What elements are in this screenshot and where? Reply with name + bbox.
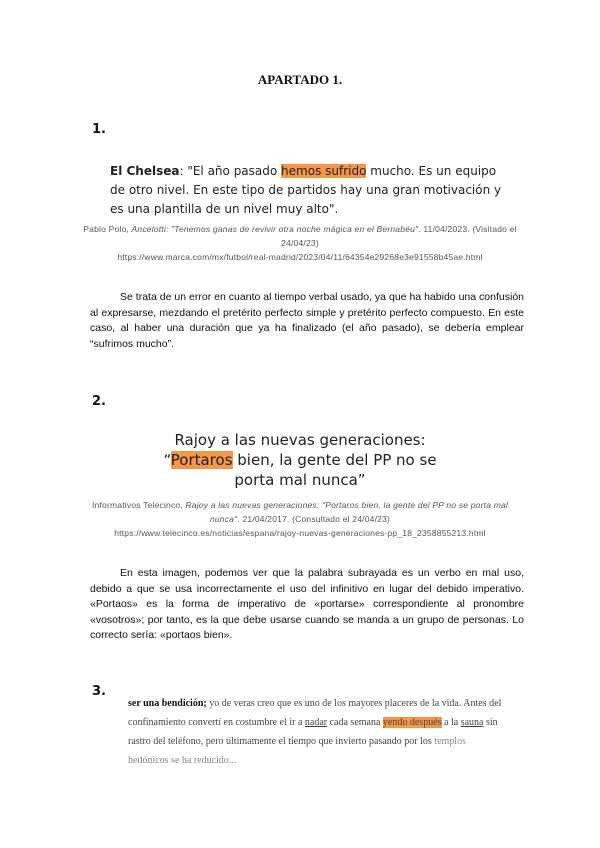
explanation-paragraph bbox=[90, 566, 524, 644]
source-author: Informativos Telecinco, bbox=[92, 500, 186, 510]
source-citation bbox=[78, 222, 522, 264]
source-author: Pablo Polo, bbox=[83, 224, 132, 234]
page-title: APARTADO 1. bbox=[257, 72, 343, 87]
quote-block bbox=[110, 162, 510, 219]
excerpt-text: sin rastro del teléfono, pero últimamente el tiempo que invierto pasando por los bbox=[128, 717, 498, 747]
section-number: 2. bbox=[92, 394, 106, 409]
underlined-word: sauna bbox=[460, 717, 484, 728]
source-date: . 11/04/2023. (Visitado el 24/04/23) bbox=[281, 224, 517, 248]
quote-text: : "El año pasado bbox=[179, 164, 282, 178]
excerpt-text: a la bbox=[441, 717, 461, 728]
news-headline bbox=[150, 430, 450, 490]
headline-text: Rajoy a las nuevas generaciones: “ bbox=[163, 431, 426, 469]
source-url[interactable]: https://www.marca.com/mx/futbol/real-madrid/2023/04/11/64354e29268e3e91558b45ae.html bbox=[117, 252, 483, 262]
source-citation bbox=[78, 498, 522, 540]
source-title: Ancelotti: "Tenemos ganas de revivir otra noche mágica en el Bernabéu" bbox=[131, 224, 419, 234]
highlighted-verb: Portaros bbox=[170, 451, 233, 469]
source-title: Rajoy a las nuevas generaciones: "Portaros bien, la gente del PP no se porta mal nunca" bbox=[185, 500, 508, 524]
section-number: 3. bbox=[92, 684, 106, 699]
headline-text: bien, la gente del PP no se porta mal nunca” bbox=[232, 451, 437, 489]
book-excerpt bbox=[128, 694, 508, 770]
source-url[interactable]: https://www.telecinco.es/noticias/espana/rajoy-nuevas-generaciones-pp_18_2358855213.html bbox=[114, 528, 486, 538]
paragraph-text: En esta imagen, podemos ver que la palabra subrayada es un verbo en mal uso, debido a que se usa incorrectamente el uso del infinitivo en lugar del debido imperativo. «Portaos» es la forma de imperativo de «portarse» correspondiente al pronombre «vosotros»; por tanto, es la que debe usarse cuando se manda a un grupo de personas. Lo correcto sería: «portaos bien». bbox=[90, 567, 524, 641]
quote-text: mucho. Es un equipo de otro nivel. En este tipo de partidos hay una gran motivación y es una plantilla de un nivel muy alto". bbox=[110, 164, 502, 216]
excerpt-faded-text: templos hedónicos se ha reducido... bbox=[128, 736, 466, 766]
section-number: 1. bbox=[92, 122, 106, 137]
source-date: . 21/04/2017. (Consultado el 24/04/23) bbox=[237, 514, 391, 524]
highlighted-verb: hemos sufrido bbox=[281, 164, 367, 178]
paragraph-text: Se trata de un error en cuanto al tiempo verbal usado, ya que ha habido una confusión al expresarse, mezdando el pretérito perfecto simple y pretérito perfecto compuesto. En este caso, al haber una duración que ya ha finalizado (el año pasado), se debería emplear “sufrimos mucho”. bbox=[90, 291, 524, 350]
excerpt-text: yo de veras creo que es uno de los mayores placeres de la vida. Antes del confinamiento convertí en costumbre el ir a bbox=[128, 698, 502, 728]
quote-speaker: El Chelsea bbox=[110, 164, 180, 178]
underlined-word: nadar bbox=[304, 717, 328, 728]
highlighted-verb: yendo después bbox=[382, 717, 442, 728]
excerpt-text: cada semana bbox=[327, 717, 383, 728]
explanation-paragraph bbox=[90, 290, 524, 352]
excerpt-bold: ser una bendición; bbox=[128, 698, 207, 709]
